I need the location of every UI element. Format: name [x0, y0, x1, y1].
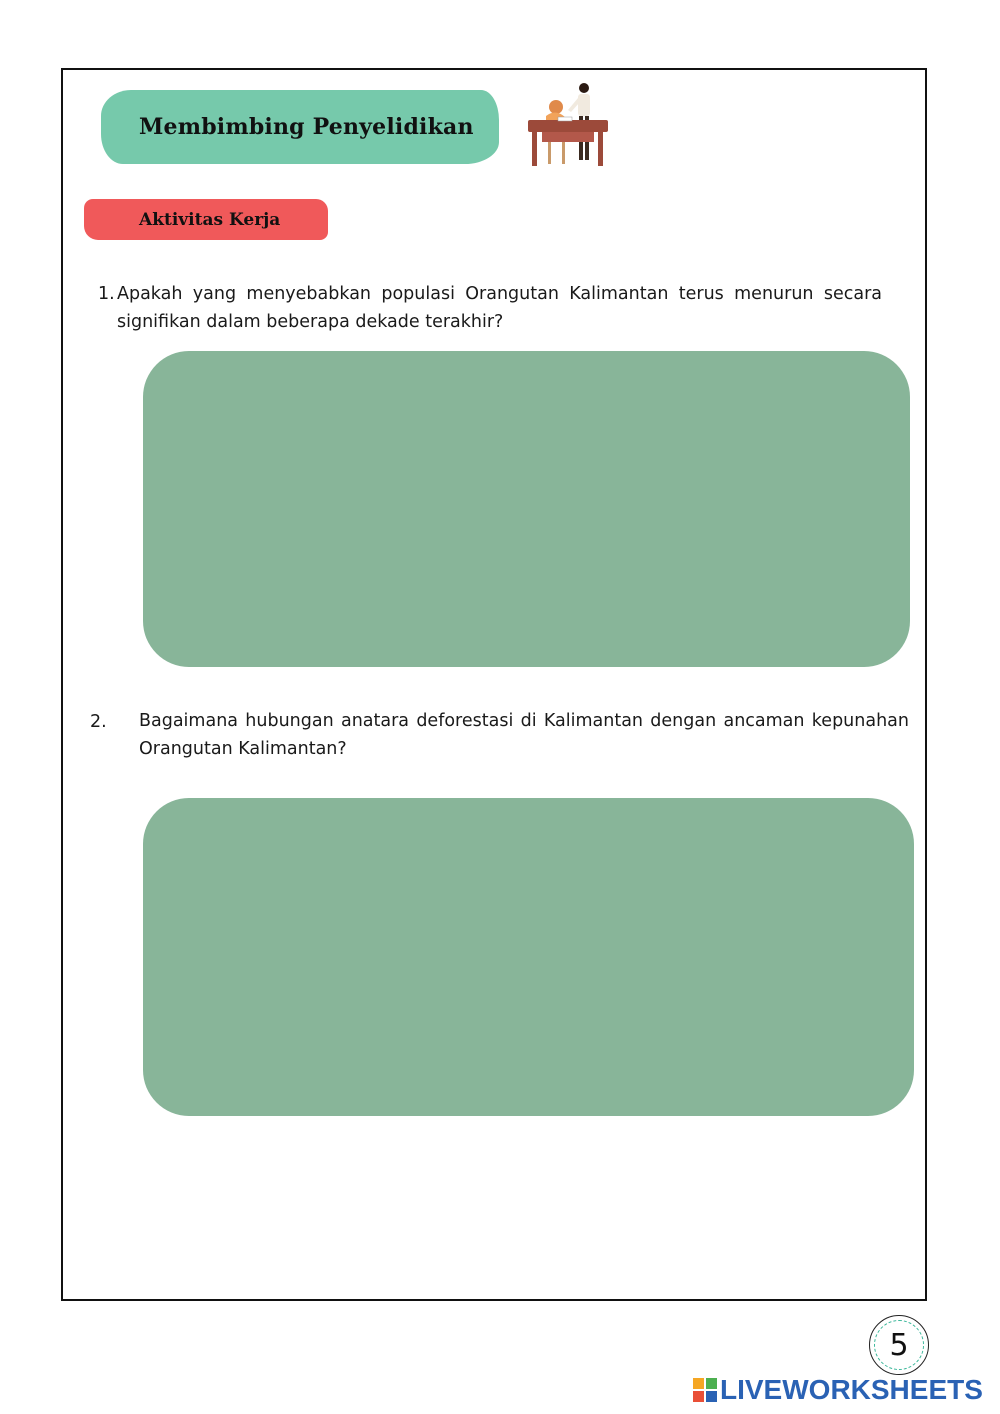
page-number-badge [869, 1315, 929, 1375]
page-title: Membimbing Penyelidikan [139, 114, 474, 140]
question-number: 1. [98, 284, 115, 304]
question-text: Bagaimana hubungan anatara deforestasi di Kalimantan dengan ancaman kepunahan Orangutan Kalimantan? [139, 711, 909, 759]
page-number: 5 [889, 1327, 909, 1363]
section-label [84, 199, 328, 240]
answer-box[interactable] [143, 798, 914, 1116]
title-banner [101, 90, 499, 164]
watermark [693, 1374, 983, 1406]
worksheet-frame [61, 68, 927, 1301]
section-label-text: Aktivitas Kerja [139, 209, 281, 230]
watermark-text: LIVEWORKSHEETS [720, 1374, 983, 1405]
question-text: Apakah yang menyebabkan populasi Orangutan Kalimantan terus menurun secara signifikan dalam beberapa dekade terakhir? [117, 284, 882, 332]
teacher-student-desk-illustration [522, 80, 614, 170]
liveworksheets-logo-icon [693, 1378, 717, 1402]
question-number: 2. [90, 712, 107, 732]
answer-box[interactable] [143, 351, 910, 667]
